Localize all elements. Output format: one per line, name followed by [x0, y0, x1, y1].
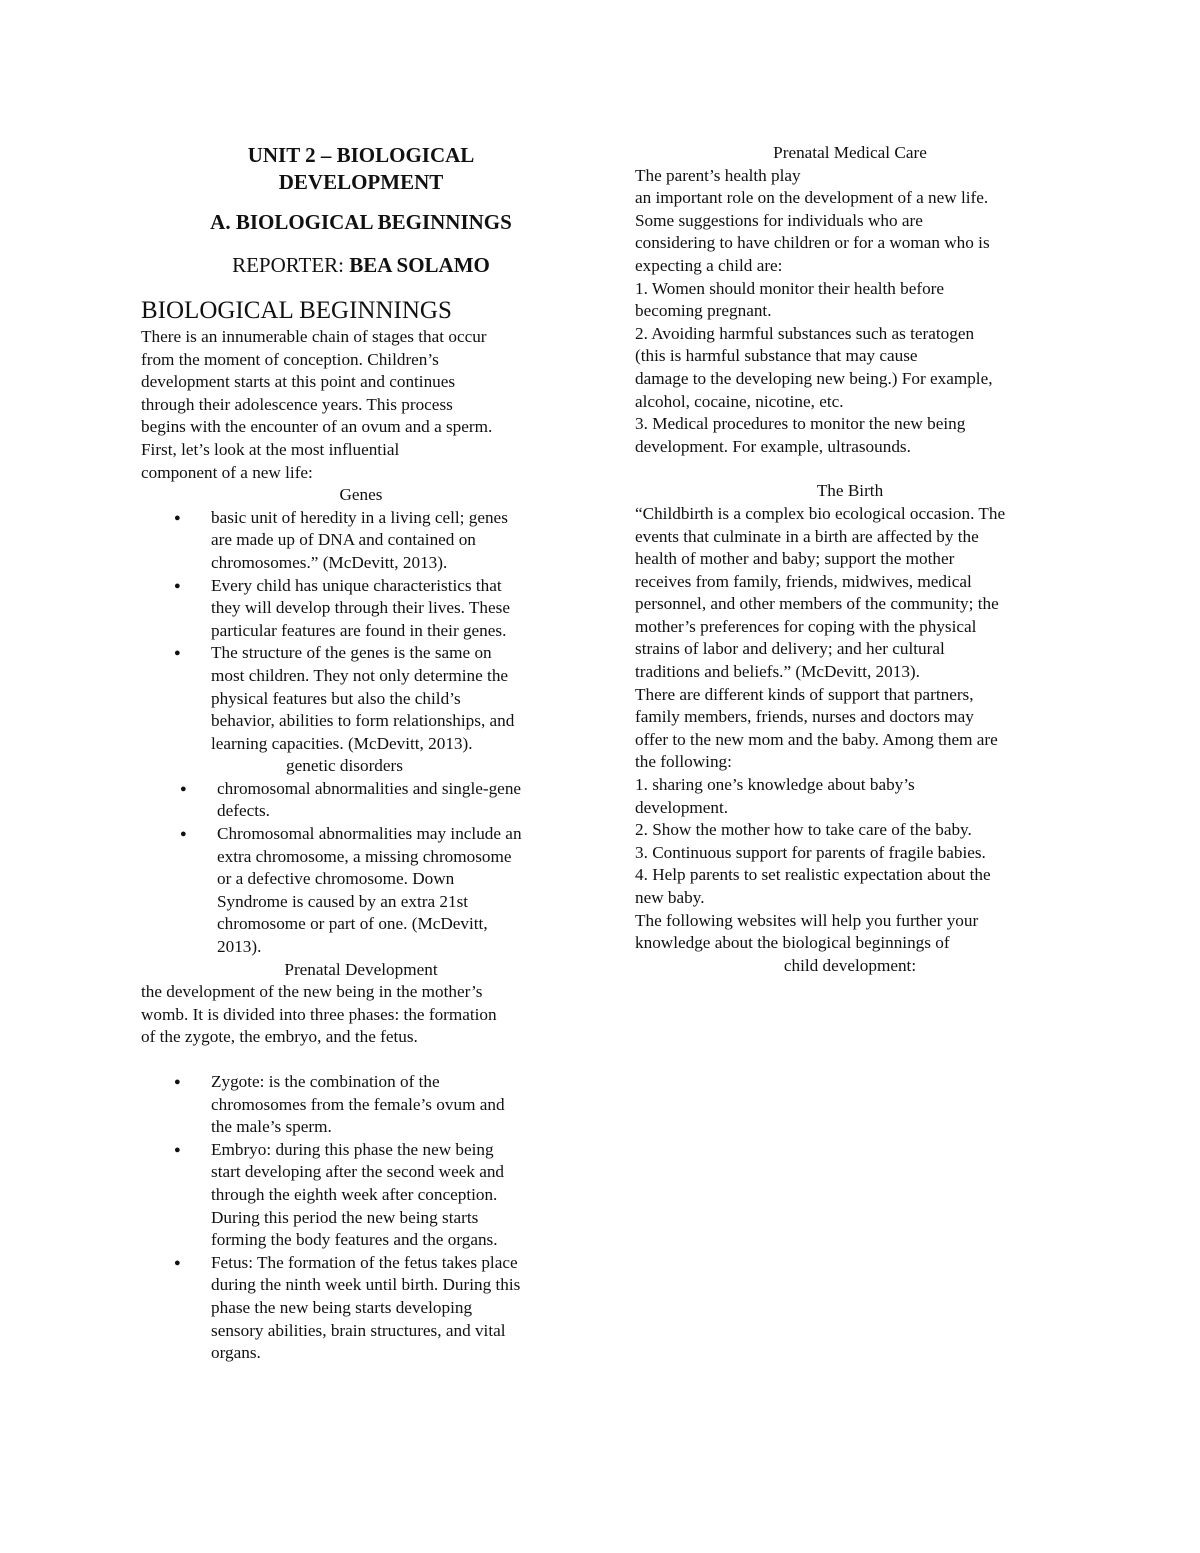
genes-heading: Genes	[339, 485, 383, 505]
intro-paragraph	[141, 326, 581, 484]
text-line: forming the body features and the organs.	[211, 1230, 498, 1250]
text-line: The following websites will help you further your	[635, 910, 979, 930]
text-line: 2. Avoiding harmful substances such as teratogen	[635, 323, 975, 343]
text-line: becoming pregnant.	[635, 301, 772, 321]
unit-title: UNIT 2 – BIOLOGICAL DEVELOPMENT	[247, 143, 475, 194]
text-line: are made up of DNA and contained on	[211, 530, 476, 550]
text-line: component of a new life:	[141, 462, 313, 482]
text-line: defects.	[217, 801, 270, 821]
left-column	[141, 142, 581, 1365]
text-line: sensory abilities, brain structures, and vital	[211, 1320, 506, 1340]
section-heading: A. BIOLOGICAL BEGINNINGS	[210, 210, 512, 234]
text-line: learning capacities. (McDevitt, 2013).	[211, 733, 473, 753]
text-line: mother’s preferences for coping with the physical	[635, 616, 977, 636]
text-line: of the zygote, the embryo, and the fetus.	[141, 1027, 418, 1047]
text-line: receives from family, friends, midwives, medical	[635, 571, 972, 591]
text-line: 1. sharing one’s knowledge about baby’s	[635, 775, 915, 795]
text-line: the following:	[635, 752, 732, 772]
list-item	[141, 1252, 581, 1365]
text-line: 2. Show the mother how to take care of the baby.	[635, 820, 972, 840]
text-line: ● Fetus: The formation of the fetus takes place	[211, 1252, 518, 1272]
text-line: from the moment of conception. Children’s	[141, 349, 439, 369]
text-line: expecting a child are:	[635, 255, 783, 275]
text-line: extra chromosome, a missing chromosome	[217, 846, 512, 866]
text-line: considering to have children or for a woman who is	[635, 233, 990, 253]
text-line: health of mother and baby; support the mother	[635, 549, 955, 569]
text-line: the male’s sperm.	[211, 1117, 332, 1137]
reporter-line	[141, 252, 581, 279]
text-line: chromosome or part of one. (McDevitt,	[217, 914, 488, 934]
text-line: womb. It is divided into three phases: the formation	[141, 1004, 497, 1024]
text-line: offer to the new mom and the baby. Among them are	[635, 729, 998, 749]
phases-list	[141, 1071, 581, 1365]
text-line: new baby.	[635, 888, 705, 907]
text-line: During this period the new being starts	[211, 1207, 479, 1227]
text-line: through their adolescence years. This process	[141, 394, 453, 414]
text-line: organs.	[211, 1343, 261, 1363]
text-line: The parent’s health play	[635, 165, 801, 185]
text-line: during the ninth week until birth. During this	[211, 1275, 521, 1295]
text-line: ● The structure of the genes is the same on	[211, 643, 492, 663]
text-line: physical features but also the child’s	[211, 688, 461, 708]
text-line: development starts at this point and continues	[141, 372, 456, 392]
list-item	[141, 642, 581, 755]
text-line: personnel, and other members of the community; the	[635, 594, 999, 614]
text-line: chromosomes from the female’s ovum and	[211, 1094, 505, 1114]
text-line: knowledge about the biological beginnings of	[635, 933, 950, 953]
genetic-disorders-heading: genetic disorders	[286, 756, 403, 776]
disorders-list	[141, 778, 581, 959]
text-line: family members, friends, nurses and doctors may	[635, 707, 974, 727]
text-line: damage to the developing new being.) For example,	[635, 368, 993, 388]
text-line: Some suggestions for individuals who are	[635, 210, 923, 230]
text-line: ● Every child has unique characteristics that	[211, 575, 502, 595]
text-line: 3. Medical procedures to monitor the new being	[635, 414, 966, 434]
text-line: There is an innumerable chain of stages that occur	[141, 327, 487, 346]
text-line: ● chromosomal abnormalities and single-gene	[217, 778, 522, 798]
list-item	[141, 778, 581, 823]
text-line: There are different kinds of support that partners,	[635, 684, 974, 704]
reporter-label: REPORTER:	[232, 253, 350, 277]
right-column	[635, 142, 1065, 977]
prenatal-paragraph	[141, 981, 581, 1049]
text-line: behavior, abilities to form relationships, and	[211, 711, 515, 731]
list-item	[141, 1139, 581, 1252]
text-line: or a defective chromosome. Down	[217, 869, 455, 889]
text-line: they will develop through their lives. These	[211, 598, 510, 618]
text-line: ● basic unit of heredity in a living cell; genes	[211, 507, 508, 527]
text-line: the development of the new being in the mother’s	[141, 982, 483, 1002]
text-line: strains of labor and delivery; and her cultural	[635, 639, 945, 659]
genes-list	[141, 507, 581, 756]
text-line: chromosomes.” (McDevitt, 2013).	[211, 552, 448, 572]
birth-heading: The Birth	[816, 481, 884, 501]
text-line: through the eighth week after conception.	[211, 1184, 498, 1204]
list-item	[141, 507, 581, 575]
text-line: development.	[635, 797, 729, 817]
text-line: “Childbirth is a complex bio ecological occasion. The	[635, 503, 1006, 523]
text-line: an important role on the development of a new life.	[635, 188, 989, 208]
text-line: 4. Help parents to set realistic expectation about the	[635, 865, 991, 885]
text-line: particular features are found in their genes.	[211, 620, 507, 640]
text-line: traditions and beliefs.” (McDevitt, 2013).	[635, 662, 920, 682]
text-line: events that culminate in a birth are affected by the	[635, 526, 979, 546]
text-line: (this is harmful substance that may cause	[635, 346, 918, 366]
reporter-name: BEA SOLAMO	[349, 253, 490, 277]
list-item	[141, 823, 581, 959]
biological-beginnings-heading: BIOLOGICAL BEGINNINGS	[141, 297, 452, 324]
text-line: begins with the encounter of an ovum and a sperm.	[141, 417, 493, 437]
text-line: phase the new being starts developing	[211, 1297, 473, 1317]
text-line: most children. They not only determine the	[211, 665, 509, 685]
text-line: alcohol, cocaine, nicotine, etc.	[635, 391, 844, 411]
text-line: development. For example, ultrasounds.	[635, 436, 911, 456]
text-line: 3. Continuous support for parents of fragile babies.	[635, 842, 986, 862]
text-line: First, let’s look at the most influential	[141, 439, 400, 459]
text-line: 2013).	[217, 937, 262, 957]
text-line: ● Chromosomal abnormalities may include an	[217, 824, 522, 844]
list-item	[141, 575, 581, 643]
text-line: Syndrome is caused by an extra 21st	[217, 891, 469, 911]
prenatal-care-heading: Prenatal Medical Care	[773, 143, 927, 162]
prenatal-care-paragraph	[635, 165, 1065, 459]
list-item	[141, 1071, 581, 1139]
text-line: ● Embryo: during this phase the new being	[211, 1139, 494, 1159]
text-line: 1. Women should monitor their health before	[635, 278, 945, 298]
closing-line: child development:	[783, 955, 917, 975]
prenatal-development-heading: Prenatal Development	[284, 959, 438, 979]
text-line: ● Zygote: is the combination of the	[211, 1072, 440, 1091]
birth-paragraph	[635, 503, 1065, 955]
text-line: start developing after the second week and	[211, 1162, 505, 1182]
